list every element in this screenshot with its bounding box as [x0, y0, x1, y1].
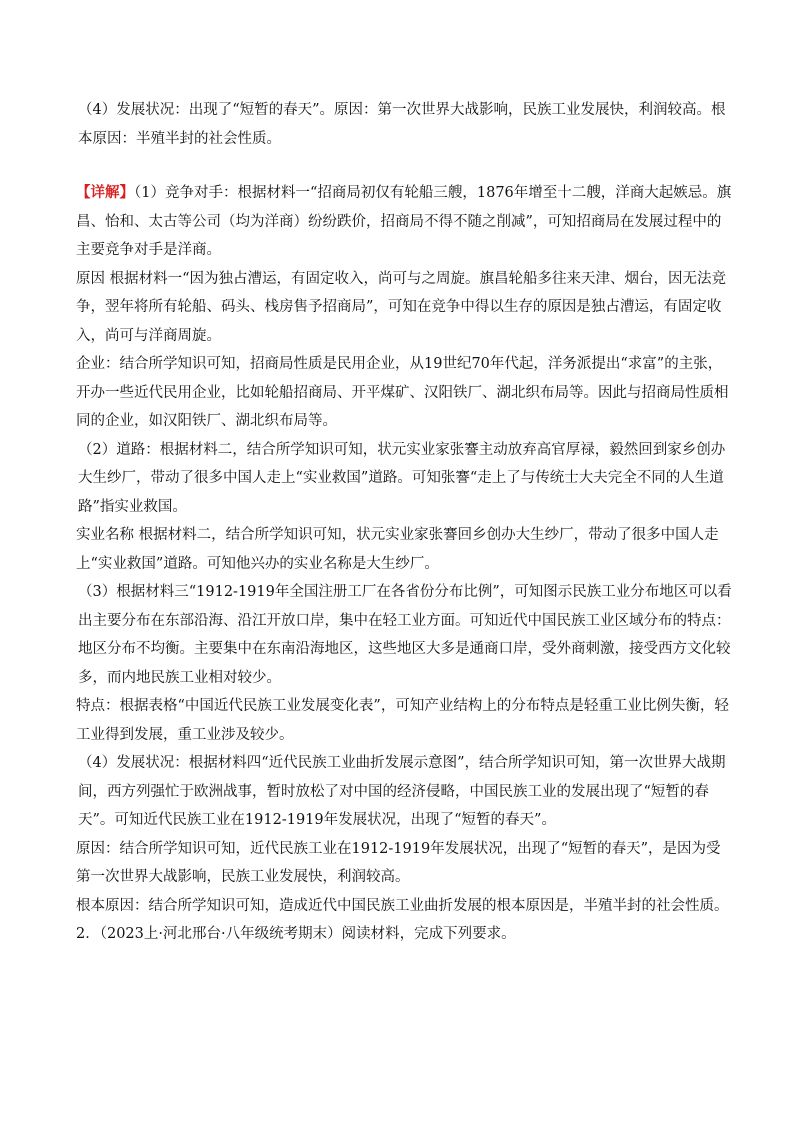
paragraph-detail-1 [76, 179, 734, 265]
paragraph-root-cause: 根本原因：结合所学知识可知，造成近代中国民族工业曲折发展的根本原因是，半殖半封的社会性质。 [76, 897, 729, 914]
paragraph-reason-2: 原因：结合所学知识可知，近代民族工业在1912-1919年发展状况，出现了“短暂的春天”，是因为受第一次世界大战影响，民族工业发展快，利润较高。 [76, 840, 721, 885]
paragraph-summary: （4）发展状况：出现了“短暂的春天”。原因：第一次世界大战影响，民族工业发展快，利润较高。根本原因：半殖半封的社会性质。 [78, 102, 726, 147]
detail-tag: 【详解】 [76, 184, 134, 201]
paragraph-feature: 特点：根据表格“中国近代民族工业发展变化表”，可知产业结构上的分布特点是轻重工业比例失衡，轻工业得到发展，重工业涉及较少。 [76, 698, 729, 743]
paragraph-reason-1: 原因 根据材料一“因为独占漕运，有固定收入，尚可与之周旋。旗昌轮船多往来天津、烟台，因无法竞争，翌年将所有轮船、码头、栈房售予招商局”，可知在竞争中得以生存的原因是独占漕运，有固定收入，尚可与洋商周旋。 [76, 270, 727, 344]
detail-text: （1）竞争对手：根据材料一“招商局初仅有轮船三艘，1876年增至十二艘，洋商大起嫉忌。旗昌、怡和、太古等公司（均为洋商）纷纷跌价，招商局不得不随之削减”，可知招商局在发展过程中的主要竞争对手是洋商。 [76, 185, 732, 258]
paragraph-development: （4）发展状况：根据材料四“近代民族工业曲折发展示意图”，结合所学知识可知，第一次世界大战期间，西方列强忙于欧洲战事，暂时放松了对中国的经济侵略，中国民族工业的发展出现了“短暂的春天”。可知近代民族工业在1912-1919年发展状况，出现了“短暂的春天”。 [78, 755, 726, 828]
paragraph-enterprise: 企业：结合所学知识可知，招商局性质是民用企业，从19世纪70年代起，洋务派提出“求富”的主张，开办一些近代民用企业，比如轮船招商局、开平煤矿、汉阳铁厂、湖北织布局等。因此与招商局性质相同的企业，如汉阳铁厂、湖北织布局等。 [76, 356, 729, 429]
paragraph-industry-name: 实业名称 根据材料二，结合所学知识可知，状元实业家张謇回乡创办大生纱厂，带动了很多中国人走上“实业救国”道路。可知他兴办的实业名称是大生纱厂。 [76, 527, 719, 572]
paragraph-distribution: （3）根据材料三“1912-1919年全国注册工厂在各省份分布比例”，可知图示民族工业分布地区可以看出主要分布在东部沿海、沿江开放口岸，集中在轻工业方面。可知近代中国民族工业区域分布的特点：地区分布不均衡。主要集中在东南沿海地区，这些地区大多是通商口岸，受外商刺激，接受西方文化较多，而内地民族工业相对较少。 [78, 584, 732, 686]
question-2-heading: 2．（2023上·河北邢台·八年级统考期末）阅读材料，完成下列要求。 [76, 926, 516, 942]
paragraph-road: （2）道路：根据材料二，结合所学知识可知，状元实业家张謇主动放弃高官厚禄，毅然回到家乡创办大生纱厂，带动了很多中国人走上“实业救国”道路。可知张謇“走上了与传统士大夫完全不同的人生道路”指实业救国。 [78, 441, 726, 515]
